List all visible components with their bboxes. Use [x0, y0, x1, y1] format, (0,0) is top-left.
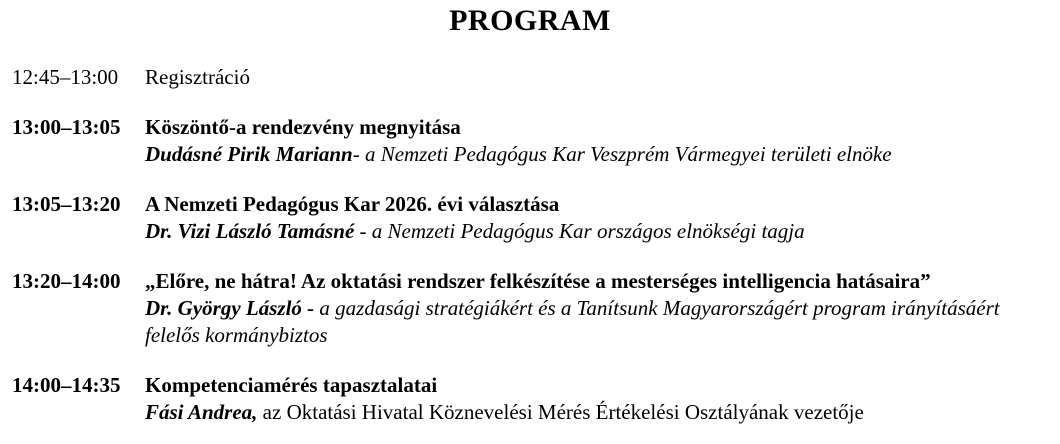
- page-title: PROGRAM: [449, 4, 611, 37]
- session-title: „Előre, ne hátra! Az oktatási rendszer felkészítése a mesterséges intelligencia hatásaira”: [145, 269, 931, 293]
- speaker-name: Dr. György László -: [145, 296, 315, 320]
- session-title: Kompetenciamérés tapasztalatai: [145, 373, 438, 397]
- speaker-role: az Oktatási Hivatal Köznevelési Mérés Értékelési Osztályának vezetője: [257, 400, 864, 424]
- session-time: 13:20–14:00: [12, 269, 121, 293]
- speaker-role: a gazdasági stratégiákért és a Tanítsunk Magyarországért program irányításáért felelős kormánybiztos: [145, 296, 1000, 347]
- session-time: 12:45–13:00: [12, 65, 119, 89]
- session-title: Regisztráció: [145, 65, 250, 89]
- session-time: 13:00–13:05: [12, 115, 121, 139]
- session-time: 14:00–14:35: [12, 373, 121, 397]
- session-title: Köszöntő-a rendezvény megnyitása: [145, 115, 461, 139]
- session-speaker-line: [145, 399, 1046, 426]
- schedule-row-competency: [0, 372, 1060, 426]
- session-content: [145, 64, 1060, 91]
- schedule-row-opening: [0, 114, 1060, 168]
- session-speaker-line: [145, 141, 1046, 168]
- session-speaker-line: [145, 295, 1046, 349]
- session-content: [145, 268, 1060, 349]
- session-content: [145, 372, 1060, 426]
- schedule-row-election: [0, 191, 1060, 245]
- session-title: A Nemzeti Pedagógus Kar 2026. évi választása: [145, 192, 560, 216]
- session-time: 13:05–13:20: [12, 192, 121, 216]
- schedule-row-registration: [0, 64, 1060, 91]
- schedule-row-ai-talk: [0, 268, 1060, 349]
- speaker-name: Dudásné Pirik Mariann: [145, 142, 353, 166]
- speaker-name: Dr. Vizi László Tamásné: [145, 219, 355, 243]
- session-speaker-line: [145, 218, 1046, 245]
- speaker-role: - a Nemzeti Pedagógus Kar Veszprém Vármegyei területi elnöke: [352, 142, 892, 166]
- speaker-name: Fási Andrea,: [145, 400, 258, 424]
- session-content: [145, 191, 1060, 245]
- speaker-role: - a Nemzeti Pedagógus Kar országos elnökségi tagja: [354, 219, 805, 243]
- session-content: [145, 114, 1060, 168]
- schedule-list: [0, 64, 1060, 426]
